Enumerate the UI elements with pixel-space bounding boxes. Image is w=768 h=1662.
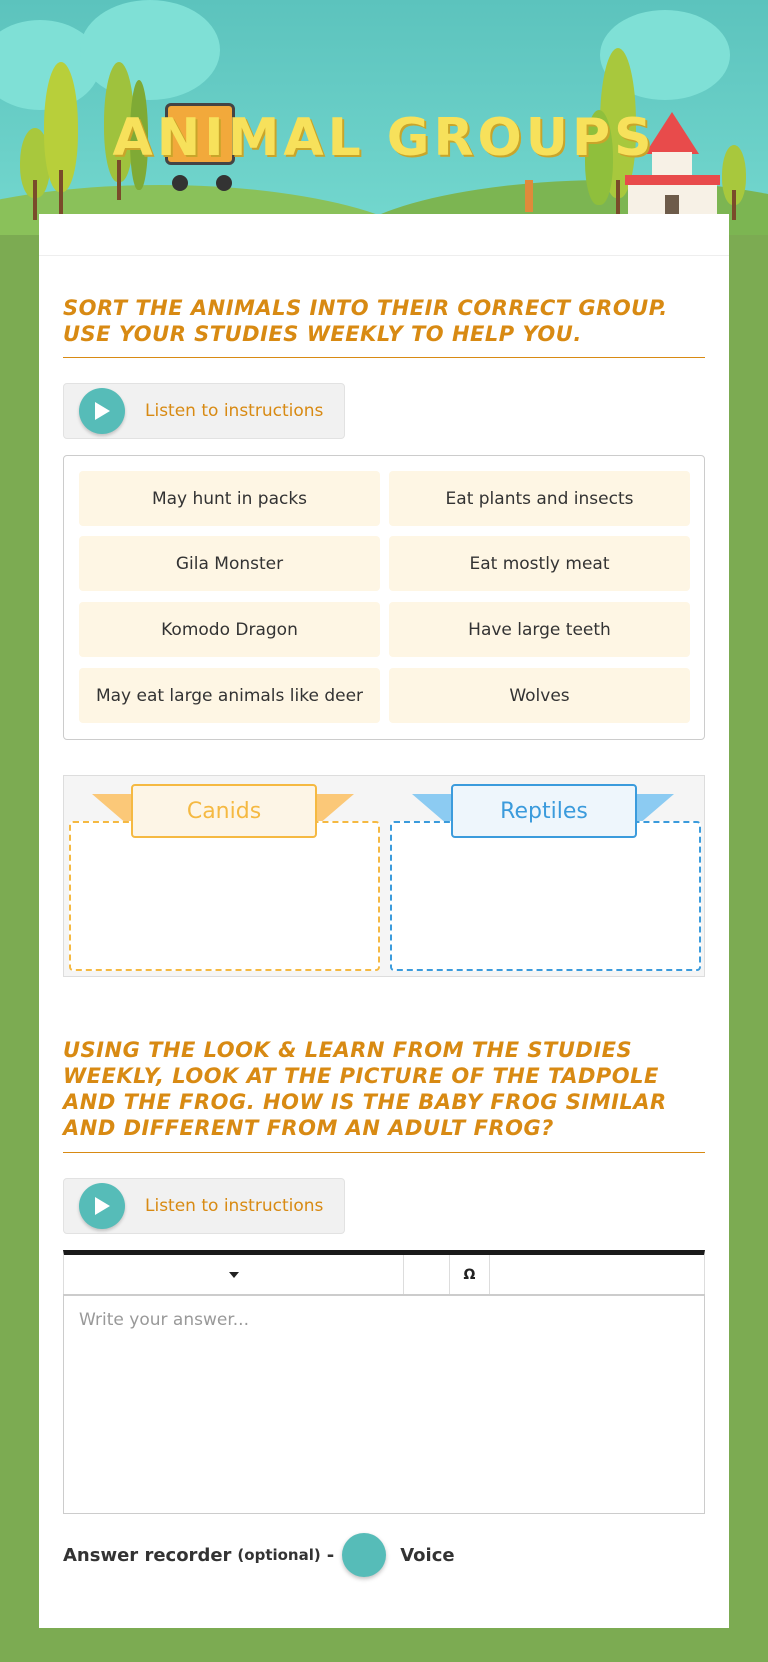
drag-card[interactable]: Komodo Dragon <box>79 602 380 657</box>
tree-trunk <box>33 180 37 220</box>
sort-area <box>63 775 705 977</box>
play-icon[interactable] <box>79 1183 125 1229</box>
cloud <box>80 0 220 100</box>
play-icon[interactable] <box>79 388 125 434</box>
toolbar-button[interactable] <box>404 1255 450 1294</box>
bus-wheel <box>172 175 188 191</box>
record-button[interactable] <box>342 1533 386 1577</box>
group-label-reptiles: Reptiles <box>451 784 637 838</box>
drag-card[interactable]: Gila Monster <box>79 536 380 591</box>
listen-label: Listen to instructions <box>145 401 324 421</box>
tree-trunk <box>732 190 736 220</box>
house-awning <box>625 175 720 185</box>
drag-card[interactable]: Wolves <box>389 668 690 723</box>
drag-card[interactable]: Eat plants and insects <box>389 471 690 526</box>
recorder-label: Answer recorder <box>63 1544 232 1566</box>
card-pool <box>63 455 705 740</box>
listen-label: Listen to instructions <box>145 1196 324 1216</box>
question-1-divider <box>63 357 705 358</box>
bus-wheel <box>216 175 232 191</box>
header-banner <box>0 0 768 235</box>
listen-instructions-button-2[interactable] <box>63 1178 345 1234</box>
drag-card[interactable]: Have large teeth <box>389 602 690 657</box>
recorder-dash: - <box>326 1544 335 1566</box>
giraffe-icon <box>525 180 533 212</box>
drag-card[interactable]: May hunt in packs <box>79 471 380 526</box>
caret-down-icon <box>229 1272 239 1278</box>
answer-textarea[interactable]: Write your answer... <box>63 1294 705 1514</box>
drop-zone-canids[interactable] <box>69 821 380 971</box>
group-label-canids: Canids <box>131 784 317 838</box>
question-2-prompt: USING THE LOOK & LEARN FROM THE STUDIES WEEKLY, LOOK AT THE PICTURE OF THE TADPOLE AND THE FROG. HOW IS THE BABY FROG SIMILAR AND DIFFERENT FROM AN ADULT FROG? <box>63 1038 667 1140</box>
question-2-divider <box>63 1152 705 1153</box>
tree-trunk <box>616 180 620 216</box>
recorder-voice-label[interactable]: Voice <box>400 1544 455 1566</box>
drop-zone-reptiles[interactable] <box>390 821 701 971</box>
recorder-optional: (optional) <box>237 1546 321 1564</box>
special-character-button[interactable]: Ω <box>450 1255 490 1294</box>
question-1-prompt: SORT THE ANIMALS INTO THEIR CORRECT GROUP. USE YOUR STUDIES WEEKLY TO HELP YOU. <box>63 296 668 346</box>
worksheet-header-strip <box>39 214 729 256</box>
drag-card[interactable]: May eat large animals like deer <box>79 668 380 723</box>
listen-instructions-button-1[interactable] <box>63 383 345 439</box>
format-dropdown[interactable] <box>64 1255 404 1294</box>
answer-recorder <box>63 1530 455 1580</box>
editor-toolbar <box>63 1250 705 1294</box>
page-title: ANIMAL GROUPS <box>112 108 656 168</box>
drag-card[interactable]: Eat mostly meat <box>389 536 690 591</box>
tree-trunk <box>59 170 63 214</box>
